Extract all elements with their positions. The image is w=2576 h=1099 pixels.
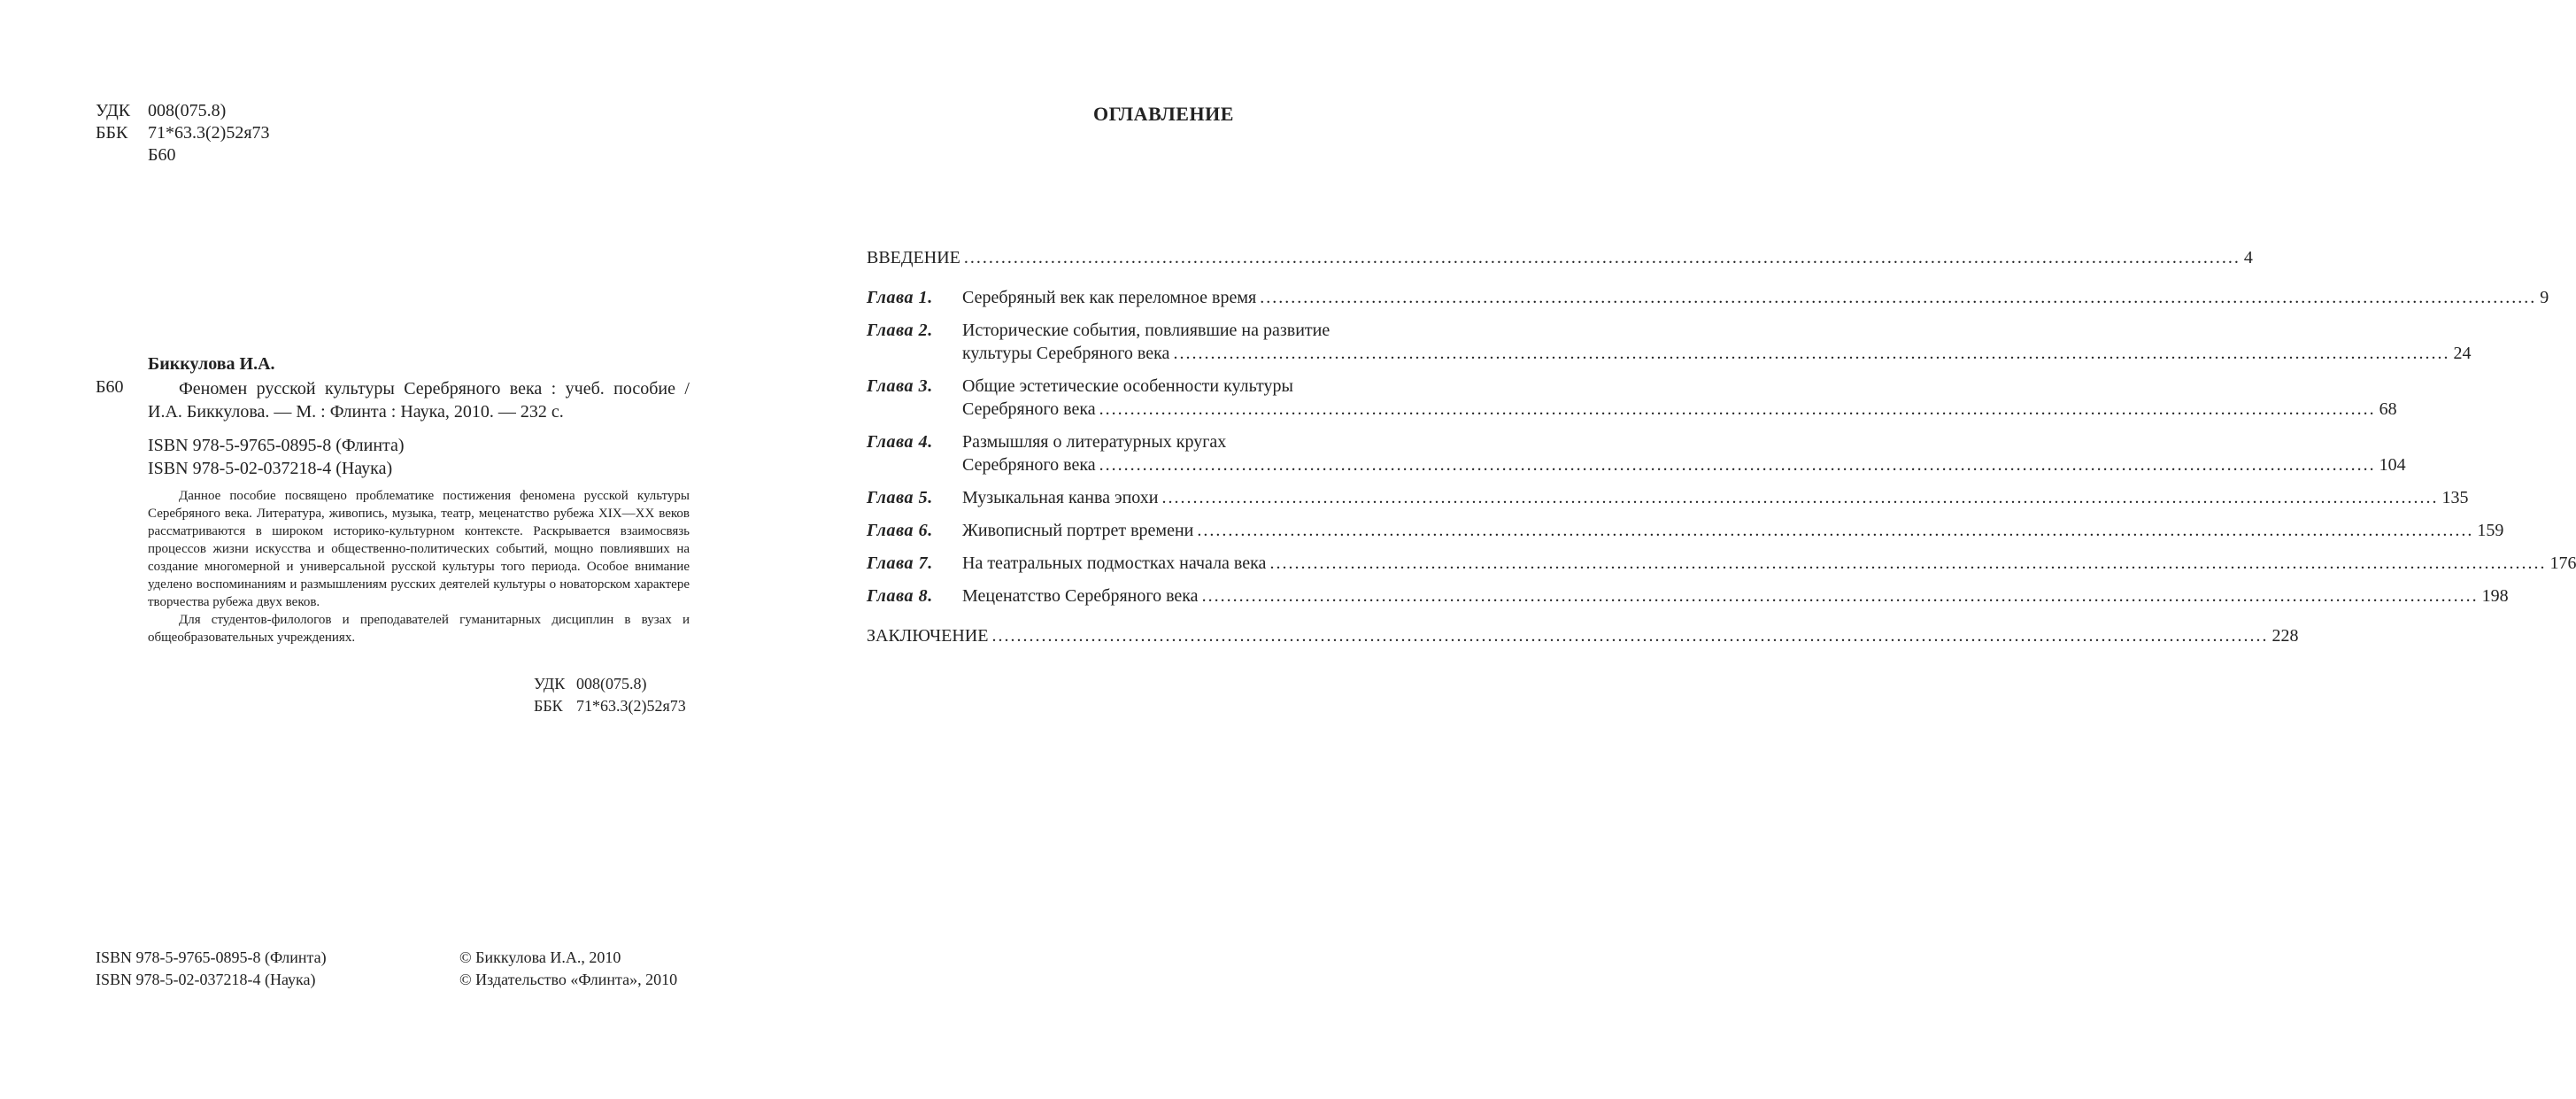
toc-title: Живописный портрет времени [962,521,1194,540]
toc-leader [1202,584,2479,608]
toc-page-number: 9 [2540,288,2549,307]
toc-heading: ОГЛАВЛЕНИЕ [1093,103,1234,125]
chapter-label: Глава 3. [867,376,933,396]
author-mark-header: Б60 [148,145,176,165]
isbn-flinta: ISBN 978-5-9765-0895-8 (Флинта) [148,436,405,455]
toc-entry-chapter-5[interactable] [867,486,2469,509]
toc-title: ЗАКЛЮЧЕНИЕ [867,626,989,646]
toc-page-number: 159 [2477,521,2504,540]
toc-leader [1269,552,2546,575]
toc-leader [1099,398,2376,421]
toc-leader [1162,486,2439,509]
toc-leader [1099,453,2376,476]
chapter-label: Глава 8. [867,586,933,606]
annotation [148,487,690,646]
toc-entry-chapter-3[interactable] [867,375,2397,421]
toc-title: ВВЕДЕНИЕ [867,248,960,267]
udk-label: УДК [534,675,566,693]
toc-entry-chapter-7[interactable] [867,552,2576,575]
bbk-label: ББК [534,697,563,715]
toc-entry-chapter-2[interactable] [867,319,2472,365]
toc-page-number: 68 [2379,399,2397,419]
toc-leader [964,246,2241,269]
toc-page-number: 228 [2271,626,2299,646]
toc-title-line-2: Серебряного века [962,399,1096,419]
chapter-label: Глава 7. [867,553,933,573]
isbn-nauka: ISBN 978-5-02-037218-4 (Наука) [148,459,393,478]
toc-entry-intro[interactable] [867,246,2253,269]
isbn-footer [96,947,327,991]
toc-entry-chapter-6[interactable] [867,519,2504,542]
toc-title: Меценатство Серебряного века [962,586,1199,606]
bbk-label: ББК [96,123,128,143]
toc-title-line-2: культуры Серебряного века [962,344,1170,363]
chapter-label: Глава 1. [867,288,933,307]
chapter-label: Глава 4. [867,432,933,452]
toc-page-number: 135 [2441,488,2469,507]
toc-entry-chapter-1[interactable] [867,286,2549,309]
toc-leader [1173,342,2449,365]
toc-page-number: 24 [2453,344,2472,363]
chapter-label: Глава 6. [867,521,933,540]
toc-title: Серебряный век как переломное время [962,288,1257,307]
chapter-label: Глава 2. [867,321,933,340]
toc-page-number: 4 [2243,248,2253,267]
bibliographic-title [148,377,690,423]
copyright-author: © Биккулова И.А., 2010 [459,948,621,966]
toc-title-line-1: Размышляя о литературных кругах [962,432,1227,452]
toc-page-number: 198 [2481,586,2509,606]
toc-title-line-1: Общие эстетические особенности культуры [962,376,1293,396]
toc-entry-chapter-4[interactable] [867,430,2406,476]
toc-leader [991,624,2268,647]
toc-leader [1260,286,2536,309]
bbk-value: 71*63.3(2)52я73 [148,123,270,143]
udk-header [96,100,270,166]
toc-title-line-1: Исторические события, повлиявшие на развитие [962,321,1330,340]
table-of-contents [867,246,2576,664]
toc-title: На театральных подмостках начала века [962,553,1267,573]
title-line-1: Феномен русской культуры Серебряного века : учеб. пособие / [179,379,690,399]
copyright-publisher: © Издательство «Флинта», 2010 [459,971,678,988]
isbn-footer-flinta: ISBN 978-5-9765-0895-8 (Флинта) [96,948,327,966]
isbn-block [148,434,405,480]
toc-entry-conclusion[interactable] [867,624,2299,647]
copyright-block [459,947,677,991]
toc-title: Музыкальная канва эпохи [962,488,1159,507]
toc-page-number: 176 [2549,553,2576,573]
annotation-paragraph-1: Данное пособие посвящено проблематике постижения феномена русской культуры Серебряного века. Литература, живопись, музыка, театр, меценатство рубежа XIX—XX веков рассматриваются в широком историко-культурном контексте. Раскрывается взаимосвязь процессов жизни искусства и общественно-политических событий, мощно повлиявших на создание многомерной и универсальной русской культуры того периода. Особое внимание уделено воспоминаниям и размышлениям русских деятелей культуры о новаторском характере творчества рубежа двух веков. [148,489,690,609]
udk-value: 008(075.8) [576,675,647,693]
bbk-value: 71*63.3(2)52я73 [576,697,686,715]
udk-label: УДК [96,101,131,120]
toc-entry-chapter-8[interactable] [867,584,2509,608]
udk-value: 008(075.8) [148,101,227,120]
toc-leader [1197,519,2473,542]
toc-title-line-2: Серебряного века [962,455,1096,475]
annotation-paragraph-2: Для студентов-филологов и преподавателей гуманитарных дисциплин в вузах и общеобразовательных учреждениях. [148,613,690,645]
chapter-label: Глава 5. [867,488,933,507]
title-line-2: И.А. Биккулова. — М. : Флинта : Наука, 2010. — 232 с. [148,402,564,422]
toc-page-number: 104 [2379,455,2406,475]
isbn-footer-nauka: ISBN 978-5-02-037218-4 (Наука) [96,971,316,988]
udk-footer [534,673,686,717]
author-mark: Б60 [96,377,124,397]
author-name: Биккулова И.А. [148,354,275,374]
